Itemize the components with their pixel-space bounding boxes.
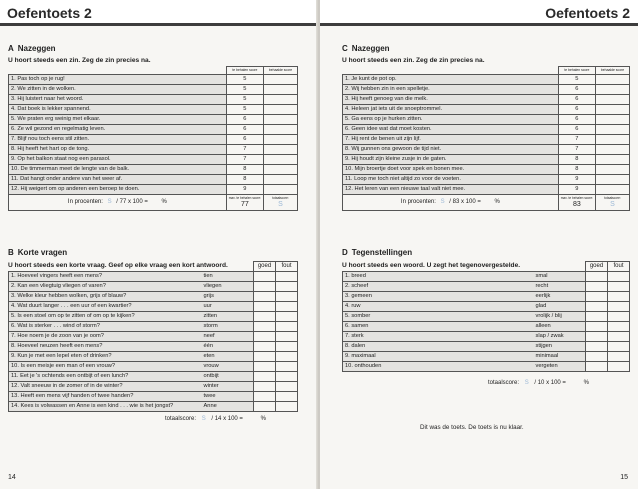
totaal-label: totaalscore: [272, 196, 289, 200]
fout-header: fout [276, 262, 298, 272]
question-cell: 7. sterk [343, 332, 534, 342]
section-c-max-score [558, 195, 595, 211]
section-b-letter: B [8, 248, 14, 257]
answer-cell: eten [202, 352, 254, 362]
section-d-name: Tegenstellingen [351, 248, 413, 257]
goed-checkbox[interactable] [586, 342, 608, 352]
max-score-cell: 8 [558, 155, 595, 165]
score-entry-cell[interactable] [596, 155, 630, 165]
fout-checkbox[interactable] [276, 392, 298, 402]
answer-cell: smal [534, 272, 586, 282]
answer-cell: grijs [202, 292, 254, 302]
question-cell: 14. Kees is volwassen en Anne is een kind . . . wie is het jongst? [9, 402, 202, 412]
question-cell: 8. Hoeveel neuzen heeft een mens? [9, 342, 202, 352]
section-a-procenten [9, 195, 227, 211]
answer-cell: recht [534, 282, 586, 292]
score-entry-cell[interactable] [264, 145, 298, 155]
answer-cell: storm [202, 322, 254, 332]
answer-cell: vliegen [202, 282, 254, 292]
totaal-value: S [610, 201, 615, 208]
section-a-col-score: behaalde score [264, 67, 298, 75]
totaal-label: totaalscore: [165, 416, 197, 422]
question-cell: 5. somber [343, 312, 534, 322]
procenten-value: S [107, 199, 112, 205]
question-cell: 3. Welke kleur hebben wolken, grijs of blauw? [9, 292, 202, 302]
answer-cell: alleen [534, 322, 586, 332]
procenten-formula: / 77 x 100 = [116, 199, 148, 205]
goed-checkbox[interactable] [254, 402, 276, 412]
max-score-cell: 5 [226, 85, 263, 95]
section-a-table [8, 66, 298, 211]
max-score-cell: 6 [226, 115, 263, 125]
procenten-value: S [440, 199, 445, 205]
fout-checkbox[interactable] [276, 372, 298, 382]
table-row [343, 282, 630, 292]
table-row [9, 372, 298, 382]
table-row [9, 165, 298, 175]
totaal-value: S [201, 416, 206, 422]
score-entry-cell[interactable] [596, 115, 630, 125]
question-cell: 12. Valt sneeuw in de zomer of in de winter? [9, 382, 202, 392]
sentence-cell: 9. Hij houdt zijn kleine zusje in de gaten. [343, 155, 559, 165]
sentence-cell: 2. Wij hebben zin in een spelletje. [343, 85, 559, 95]
section-a-title [8, 44, 56, 53]
sentence-cell: 11. Loop me toch niet altijd zo voor de voeten. [343, 175, 559, 185]
end-text: Dit was de toets. De toets is nu klaar. [420, 424, 524, 431]
max-score-cell: 8 [226, 165, 263, 175]
question-cell: 11. Eet je 's ochtends een ontbijt of een lunch? [9, 372, 202, 382]
table-row [9, 185, 298, 195]
left-page [0, 0, 318, 489]
fout-checkbox[interactable] [276, 292, 298, 302]
score-entry-cell[interactable] [596, 105, 630, 115]
answer-cell: ontbijt [202, 372, 254, 382]
fout-checkbox[interactable] [276, 302, 298, 312]
section-a-instruction: U hoort steeds een zin. Zeg de zin precies na. [8, 57, 151, 64]
question-cell: 5. Is een stoel om op te zitten of om op te kijken? [9, 312, 202, 322]
table-row [343, 322, 630, 332]
table-row [9, 95, 298, 105]
table-row [343, 125, 630, 135]
table-row [343, 155, 630, 165]
question-cell: 2. Kan een vliegtuig vliegen of varen? [9, 282, 202, 292]
table-row [9, 105, 298, 115]
table-row [343, 302, 630, 312]
section-c-title [342, 44, 390, 53]
section-c-instruction: U hoort steeds een zin. Zeg de zin precies na. [342, 57, 485, 64]
score-entry-cell[interactable] [264, 185, 298, 195]
sentence-cell: 4. Heleen jat iets uit de snoeptrommel. [343, 105, 559, 115]
fout-checkbox[interactable] [276, 332, 298, 342]
section-d-title [342, 248, 412, 257]
max-score-cell: 9 [226, 185, 263, 195]
score-entry-cell[interactable] [264, 75, 298, 85]
section-a-name: Nazeggen [17, 44, 56, 53]
table-row [343, 175, 630, 185]
max-score-cell: 8 [558, 165, 595, 175]
table-row [343, 145, 630, 155]
totaal-value: S [278, 201, 283, 208]
score-entry-cell[interactable] [596, 145, 630, 155]
goed-checkbox[interactable] [586, 302, 608, 312]
right-header-title: Oefentoets 2 [545, 5, 630, 21]
fout-checkbox[interactable] [276, 272, 298, 282]
goed-checkbox[interactable] [254, 392, 276, 402]
sentence-cell: 6. Geen idee wat dat moet kosten. [343, 125, 559, 135]
sentence-cell: 8. Hij heeft het hart op de tong. [9, 145, 227, 155]
score-entry-cell[interactable] [596, 175, 630, 185]
table-row [9, 352, 298, 362]
totaal-pct: % [260, 416, 266, 422]
question-cell: 9. Kun je met een lepel eten of drinken? [9, 352, 202, 362]
max-score-cell: 6 [558, 95, 595, 105]
sentence-cell: 12. Het leren van een nieuwe taal valt niet mee. [343, 185, 559, 195]
max-score-cell: 5 [226, 105, 263, 115]
score-entry-cell[interactable] [596, 135, 630, 145]
procenten-label: In procenten: [400, 199, 436, 205]
table-row [343, 105, 630, 115]
score-entry-cell[interactable] [264, 155, 298, 165]
question-cell: 13. Heeft een mens vijf handen of twee handen? [9, 392, 202, 402]
table-row [343, 115, 630, 125]
section-d-totaal [488, 380, 589, 386]
goed-checkbox[interactable] [254, 282, 276, 292]
fout-header: fout [608, 262, 630, 272]
table-row [9, 342, 298, 352]
section-d-instruction: U hoort steeds een woord. U zegt het tegenovergestelde. [342, 262, 521, 269]
right-header [320, 0, 638, 26]
question-cell: 10. onthouden [343, 362, 534, 372]
section-c-procenten [343, 195, 559, 211]
section-a-max-score [226, 195, 263, 211]
procenten-pct: % [494, 199, 500, 205]
table-row [9, 402, 298, 412]
sentence-cell: 8. Wij gunnen ons gewoon de tijd niet. [343, 145, 559, 155]
section-c-table [342, 66, 630, 211]
section-a-letter: A [8, 44, 14, 53]
question-cell: 1. Hoeveel vingers heeft een mens? [9, 272, 202, 282]
max-label: max. te behalen score: [560, 196, 593, 200]
max-score-cell: 6 [558, 115, 595, 125]
score-entry-cell[interactable] [264, 95, 298, 105]
answer-cell: eerlijk [534, 292, 586, 302]
right-page-number: 15 [620, 474, 628, 481]
totaal-formula: / 14 x 100 = [211, 416, 243, 422]
score-entry-cell[interactable] [264, 125, 298, 135]
totaal-value: S [524, 380, 529, 386]
max-score-cell: 6 [558, 125, 595, 135]
sentence-cell: 12. Hij weigert om op anderen een beroep te doen. [9, 185, 227, 195]
score-entry-cell[interactable] [596, 85, 630, 95]
sentence-cell: 10. Mijn broertje doet voor spek en bonen mee. [343, 165, 559, 175]
procenten-formula: / 83 x 100 = [449, 199, 481, 205]
table-row [343, 95, 630, 105]
goed-checkbox[interactable] [254, 362, 276, 372]
table-row [9, 115, 298, 125]
procenten-pct: % [161, 199, 167, 205]
section-a-col-max: te behalen score [226, 67, 263, 75]
question-cell: 7. Hoe noem je de zoon van je oom? [9, 332, 202, 342]
goed-checkbox[interactable] [586, 352, 608, 362]
answer-cell: winter [202, 382, 254, 392]
fout-checkbox[interactable] [608, 312, 630, 322]
goed-checkbox[interactable] [586, 322, 608, 332]
table-row [343, 362, 630, 372]
max-score-cell: 9 [558, 185, 595, 195]
max-score-cell: 6 [558, 85, 595, 95]
section-c-col-score: behaalde score [596, 67, 630, 75]
answer-cell: tien [202, 272, 254, 282]
answer-cell: minimaal [534, 352, 586, 362]
score-entry-cell[interactable] [596, 185, 630, 195]
sentence-cell: 3. Hij luistert naar het woord. [9, 95, 227, 105]
section-b-title [8, 248, 67, 257]
answer-cell: Anne [202, 402, 254, 412]
section-d-table [342, 261, 630, 372]
answer-cell: slap / zwak [534, 332, 586, 342]
section-c-letter: C [342, 44, 348, 53]
fout-checkbox[interactable] [608, 292, 630, 302]
max-score-cell: 5 [226, 75, 263, 85]
totaal-pct: % [583, 380, 589, 386]
score-entry-cell[interactable] [596, 75, 630, 85]
section-b-table [8, 261, 298, 412]
goed-checkbox[interactable] [254, 272, 276, 282]
goed-checkbox[interactable] [586, 362, 608, 372]
goed-checkbox[interactable] [254, 352, 276, 362]
table-row [9, 175, 298, 185]
fout-checkbox[interactable] [608, 332, 630, 342]
question-cell: 1. breed [343, 272, 534, 282]
totaal-label: totaalscore: [488, 380, 520, 386]
goed-checkbox[interactable] [254, 302, 276, 312]
table-row [343, 135, 630, 145]
table-row [9, 125, 298, 135]
answer-cell: vrouw [202, 362, 254, 372]
max-score-cell: 6 [226, 135, 263, 145]
max-label: max. te behalen score: [228, 196, 261, 200]
goed-header: goed [586, 262, 608, 272]
answer-cell: glad [534, 302, 586, 312]
fout-checkbox[interactable] [276, 402, 298, 412]
fout-checkbox[interactable] [276, 382, 298, 392]
max-score-cell: 7 [226, 155, 263, 165]
fout-checkbox[interactable] [276, 282, 298, 292]
max-score-cell: 5 [226, 95, 263, 105]
score-entry-cell[interactable] [264, 85, 298, 95]
question-cell: 3. gemeen [343, 292, 534, 302]
section-d-letter: D [342, 248, 348, 257]
table-row [9, 392, 298, 402]
goed-checkbox[interactable] [254, 312, 276, 322]
score-entry-cell[interactable] [596, 125, 630, 135]
max-score-cell: 8 [226, 175, 263, 185]
goed-checkbox[interactable] [254, 322, 276, 332]
max-score-cell: 6 [226, 125, 263, 135]
score-entry-cell[interactable] [596, 165, 630, 175]
score-entry-cell[interactable] [264, 115, 298, 125]
answer-cell: stijgen [534, 342, 586, 352]
table-row [9, 155, 298, 165]
goed-checkbox[interactable] [254, 382, 276, 392]
answer-cell: vrolijk / blij [534, 312, 586, 322]
table-row [9, 362, 298, 372]
question-cell: 2. scheef [343, 282, 534, 292]
table-row [9, 272, 298, 282]
question-cell: 4. ruw [343, 302, 534, 312]
totaal-formula: / 10 x 100 = [534, 380, 566, 386]
question-cell: 9. maximaal [343, 352, 534, 362]
section-c-col-max: te behalen score [558, 67, 595, 75]
answer-cell: uur [202, 302, 254, 312]
max-value: 77 [240, 201, 249, 208]
table-row [343, 185, 630, 195]
answer-cell: twee [202, 392, 254, 402]
question-cell: 6. Wat is sterker . . . wind of storm? [9, 322, 202, 332]
table-row [9, 75, 298, 85]
sentence-cell: 4. Dat boek is lekker spannend. [9, 105, 227, 115]
question-cell: 6. samen [343, 322, 534, 332]
goed-checkbox[interactable] [586, 272, 608, 282]
answer-cell: één [202, 342, 254, 352]
left-header-title: Oefentoets 2 [7, 5, 92, 21]
goed-checkbox[interactable] [586, 282, 608, 292]
goed-checkbox[interactable] [254, 292, 276, 302]
table-row [9, 292, 298, 302]
goed-checkbox[interactable] [254, 342, 276, 352]
question-cell: 8. dalen [343, 342, 534, 352]
table-row [343, 292, 630, 302]
section-b-totaal [165, 416, 266, 422]
max-score-cell: 5 [558, 75, 595, 85]
score-entry-cell[interactable] [596, 95, 630, 105]
answer-cell: zitten [202, 312, 254, 322]
max-score-cell: 7 [226, 145, 263, 155]
fout-checkbox[interactable] [608, 272, 630, 282]
score-entry-cell[interactable] [264, 105, 298, 115]
max-score-cell: 7 [558, 135, 595, 145]
answer-cell: neef [202, 332, 254, 342]
sentence-cell: 2. We zitten in de wolken. [9, 85, 227, 95]
right-page [320, 0, 638, 489]
fout-checkbox[interactable] [276, 362, 298, 372]
sentence-cell: 7. Blijf nou toch eens stil zitten. [9, 135, 227, 145]
fout-checkbox[interactable] [608, 362, 630, 372]
question-cell: 10. Is een meisje een man of een vrouw? [9, 362, 202, 372]
goed-checkbox[interactable] [254, 372, 276, 382]
table-row [9, 135, 298, 145]
table-row [9, 282, 298, 292]
score-entry-cell[interactable] [264, 175, 298, 185]
totaal-label: totaalscore: [604, 196, 621, 200]
table-row [343, 342, 630, 352]
fout-checkbox[interactable] [276, 312, 298, 322]
left-page-number: 14 [8, 474, 16, 481]
section-b-instruction: U hoort steeds een korte vraag. Geef op elke vraag een kort antwoord. [8, 262, 228, 269]
sentence-cell: 11. Dat hangt onder andere van het weer af. [9, 175, 227, 185]
score-entry-cell[interactable] [264, 165, 298, 175]
goed-header: goed [254, 262, 276, 272]
fout-checkbox[interactable] [608, 352, 630, 362]
sentence-cell: 6. Ze wil gezond en regelmatig leven. [9, 125, 227, 135]
goed-checkbox[interactable] [586, 292, 608, 302]
sentence-cell: 9. Op het balkon staat nog een parasol. [9, 155, 227, 165]
max-score-cell: 6 [558, 105, 595, 115]
table-row [9, 312, 298, 322]
procenten-label: In procenten: [67, 199, 103, 205]
table-row [343, 352, 630, 362]
goed-checkbox[interactable] [586, 332, 608, 342]
sentence-cell: 1. Je kunt de pot op. [343, 75, 559, 85]
max-value: 83 [572, 201, 581, 208]
sentence-cell: 5. Ga eens op je hurken zitten. [343, 115, 559, 125]
fout-checkbox[interactable] [276, 352, 298, 362]
section-a-totaal [264, 195, 298, 211]
table-row [9, 85, 298, 95]
table-row [343, 85, 630, 95]
section-c-totaal [596, 195, 630, 211]
table-row [343, 332, 630, 342]
sentence-cell: 7. Hij rent de benen uit zijn lijf. [343, 135, 559, 145]
fout-checkbox[interactable] [608, 342, 630, 352]
section-c-name: Nazeggen [351, 44, 390, 53]
sentence-cell: 10. De timmerman meet de lengte van de balk. [9, 165, 227, 175]
fout-checkbox[interactable] [276, 322, 298, 332]
fout-checkbox[interactable] [608, 282, 630, 292]
fout-checkbox[interactable] [276, 342, 298, 352]
table-row [9, 332, 298, 342]
table-row [343, 165, 630, 175]
max-score-cell: 9 [558, 175, 595, 185]
max-score-cell: 7 [558, 145, 595, 155]
table-row [9, 322, 298, 332]
fout-checkbox[interactable] [608, 322, 630, 332]
sentence-cell: 5. We praten erg weinig met elkaar. [9, 115, 227, 125]
table-row [343, 312, 630, 322]
goed-checkbox[interactable] [254, 332, 276, 342]
table-row [9, 382, 298, 392]
goed-checkbox[interactable] [586, 312, 608, 322]
answer-cell: vergeten [534, 362, 586, 372]
left-header [0, 0, 318, 26]
table-row [9, 145, 298, 155]
section-b-name: Korte vragen [17, 248, 68, 257]
score-entry-cell[interactable] [264, 135, 298, 145]
sentence-cell: 1. Pas toch op je rug! [9, 75, 227, 85]
table-row [343, 272, 630, 282]
table-row [343, 75, 630, 85]
question-cell: 4. Wat duurt langer . . . een uur of een kwartier? [9, 302, 202, 312]
fout-checkbox[interactable] [608, 302, 630, 312]
table-row [9, 302, 298, 312]
sentence-cell: 3. Hij heeft genoeg van die melk. [343, 95, 559, 105]
